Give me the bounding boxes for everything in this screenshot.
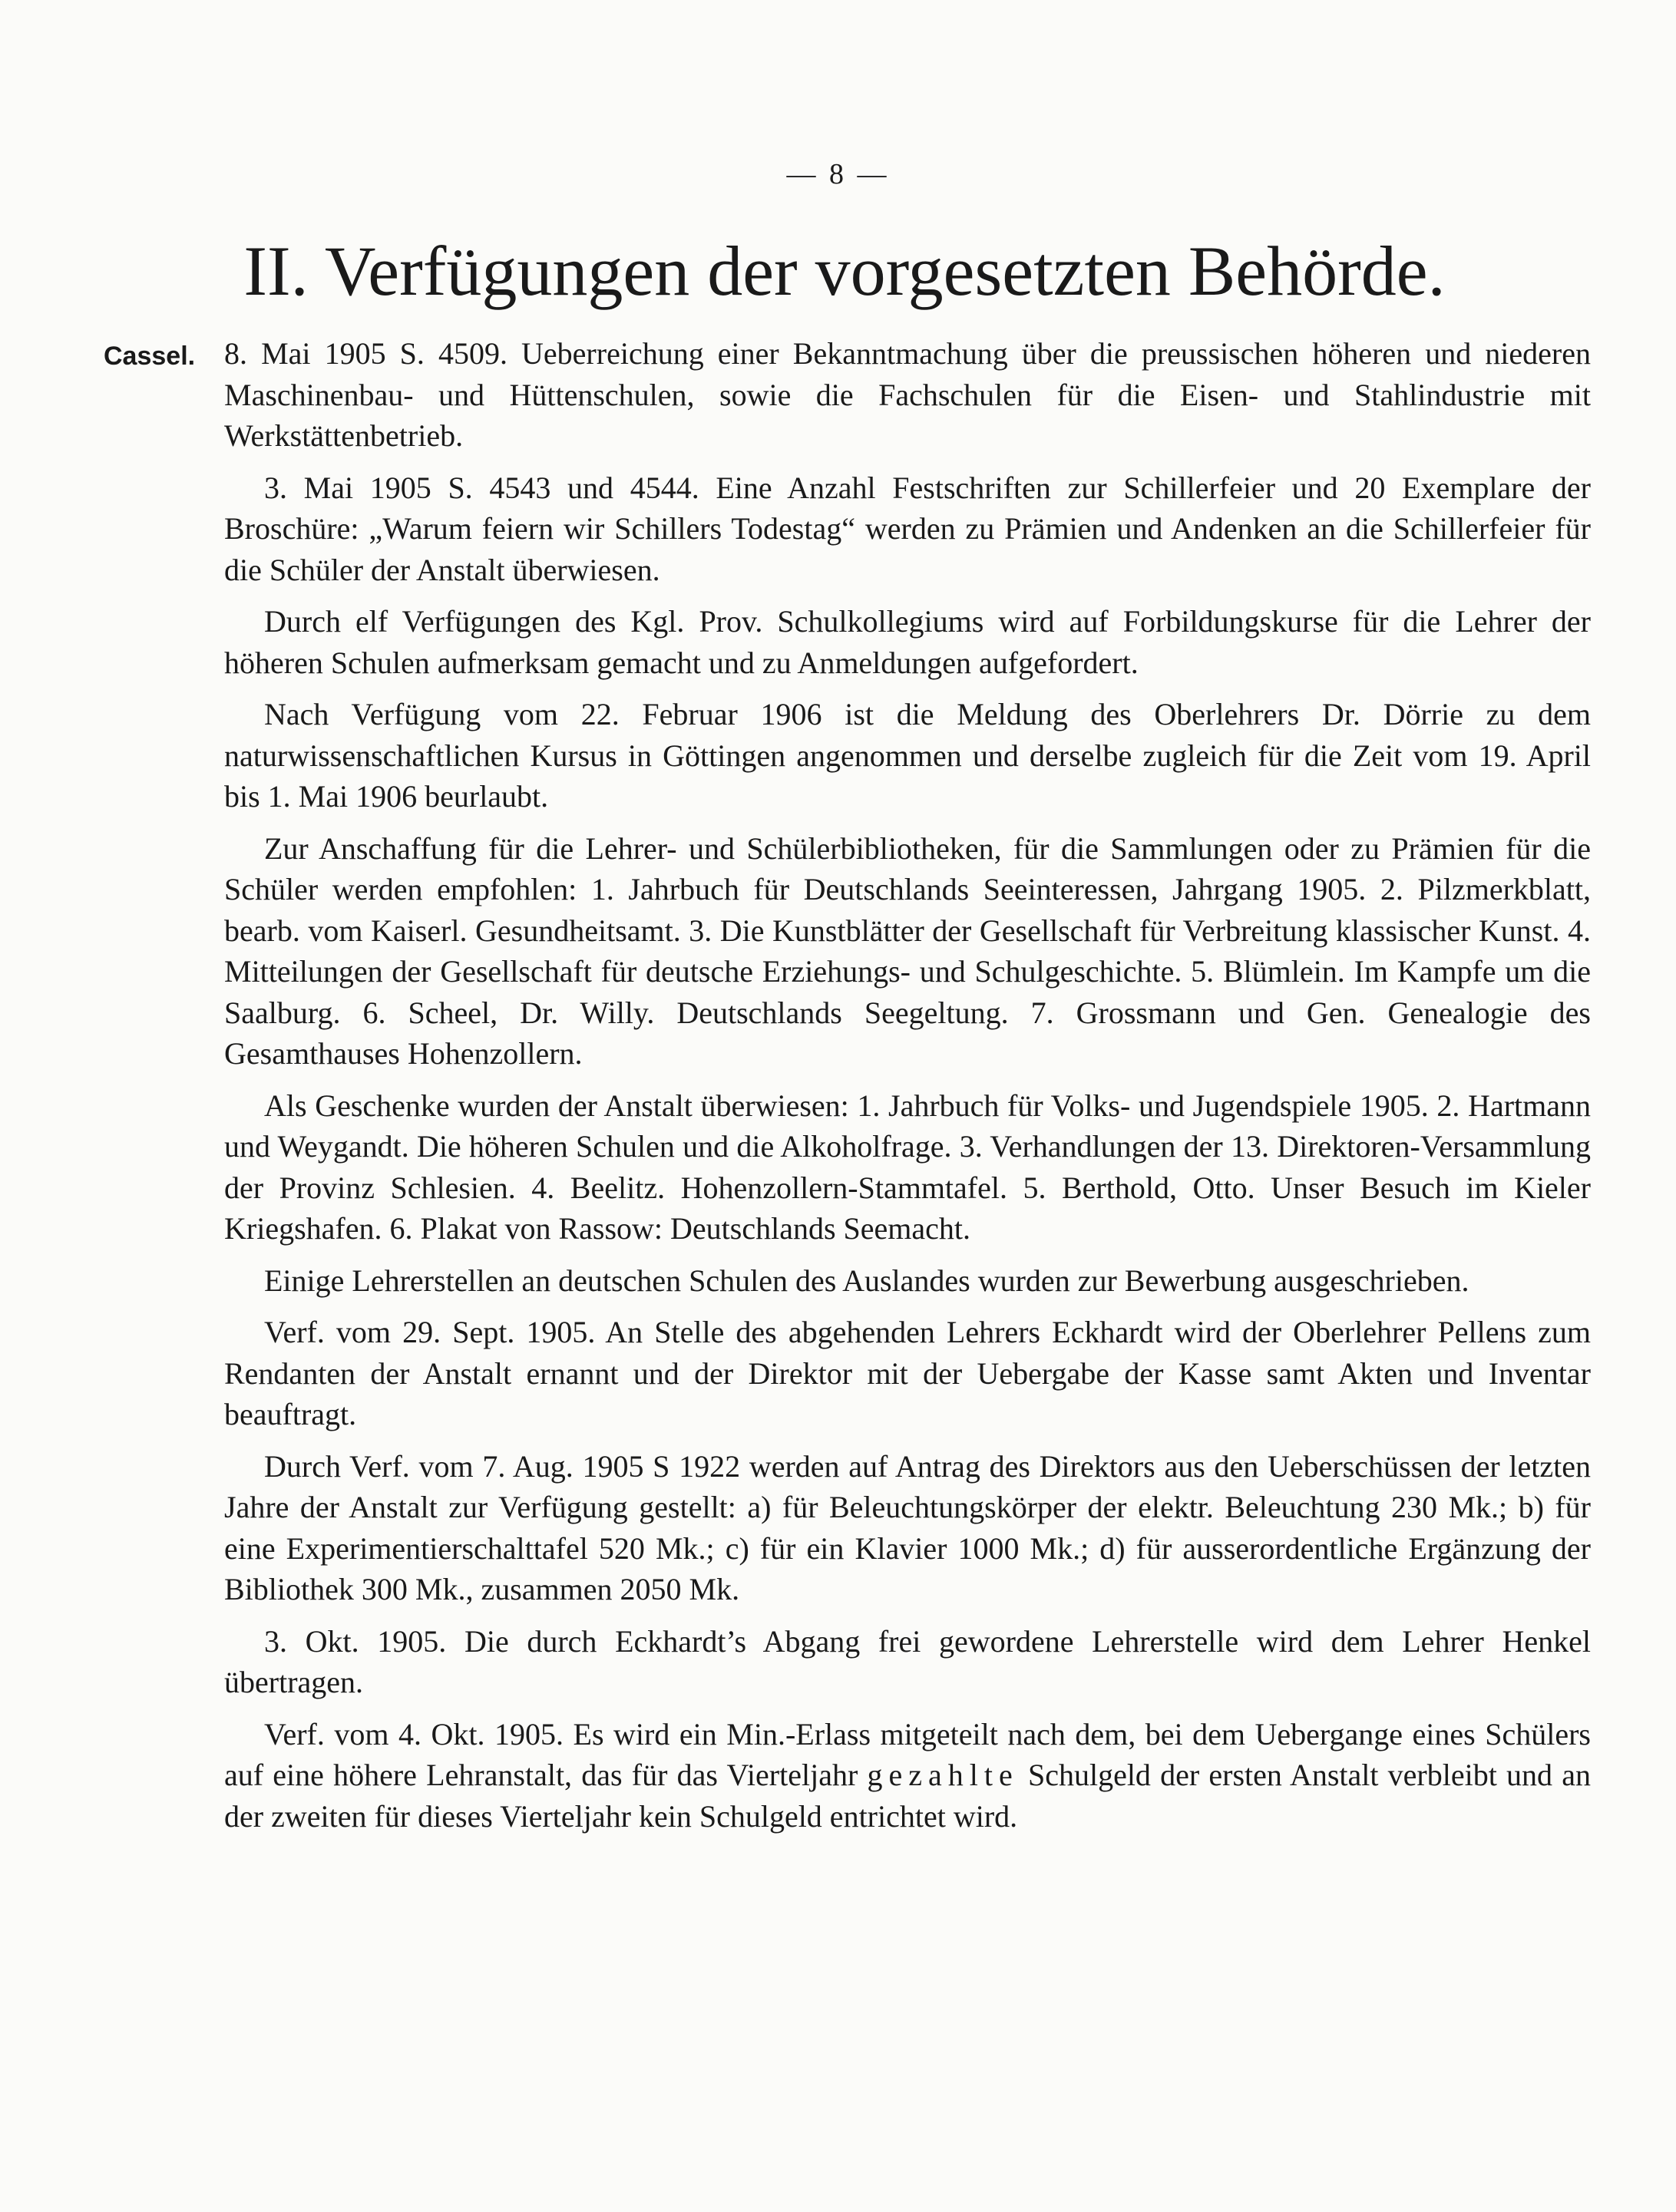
document-body — [224, 333, 1591, 1847]
paragraph: Verf. vom 29. Sept. 1905. An Stelle des abgehenden Lehrers Eckhardt wird der Oberlehrer Pellens zum Rendanten der Anstalt ernannt und der Direktor mit der Uebergabe der Kasse samt Akten und Inventar beauftragt. — [224, 1315, 1591, 1431]
margin-place-label: Cassel. — [104, 342, 196, 371]
paragraph: Als Geschenke wurden der Anstalt überwiesen: 1. Jahrbuch für Volks- und Jugendspiele 1905. 2. Hartmann und Weygandt. Die höheren Schulen und die Alkoholfrage. 3. Verhandlungen der 13. Direktoren-Versammlung der Provinz Schlesien. 4. Beelitz. Hohenzollern-Stammtafel. 5. Berthold, Otto. Unser Besuch im Kieler Kriegshafen. 6. Plakat von Rassow: Deutschlands Seemacht. — [224, 1088, 1591, 1246]
last-paragraph-after: Schulgeld der ersten Anstalt verbleibt und an der zweiten für dieses Vierteljahr kein Schulgeld entrichtet wird. — [224, 1758, 1592, 1834]
last-paragraph — [224, 1714, 1591, 1837]
paragraph: 8. Mai 1905 S. 4509. Ueberreichung einer Bekanntmachung über die preussischen höheren und niederen Maschinenbau- und Hüttenschulen, sowie die Fachschulen für die Eisen- und Stahlindustrie mit Werkstättenbetrieb. — [224, 336, 1591, 453]
paragraph: Einige Lehrerstellen an deutschen Schulen des Auslandes wurden zur Bewerbung ausgeschrieben. — [264, 1263, 1469, 1298]
paragraph: Nach Verfügung vom 22. Februar 1906 ist die Meldung des Oberlehrers Dr. Dörrie zu dem naturwissenschaftlichen Kursus in Göttingen angenommen und derselbe zugleich für die Zeit vom 19. April bis 1. Mai 1906 beurlaubt. — [224, 697, 1591, 814]
paragraph: Zur Anschaffung für die Lehrer- und Schülerbibliotheken, für die Sammlungen oder zu Prämien für die Schüler werden empfohlen: 1. Jahrbuch für Deutschlands Seeinteressen, Jahrgang 1905. 2. Pilzmerkblatt, bearb. vom Kaiserl. Gesundheitsamt. 3. Die Kunstblätter der Gesellschaft für Verbreitung klassischer Kunst. 4. Mitteilungen der Gesellschaft für deutsche Erziehungs- und Schulgeschichte. 5. Blümlein. Im Kampfe um die Saalburg. 6. Scheel, Dr. Willy. Deutschlands Seegeltung. 7. Grossmann und Gen. Genealogie des Gesamthauses Hohenzollern. — [224, 830, 1591, 1071]
last-paragraph-before: Verf. vom 4. Okt. 1905. Es wird ein Min.-Erlass mitgeteilt nach dem, bei dem Uebergange eines Schülers auf eine höhere Lehranstalt, das für das Vierteljahr — [224, 1716, 1591, 1792]
paragraph: 3. Mai 1905 S. 4543 und 4544. Eine Anzahl Festschriften zur Schillerfeier und 20 Exemplare der Broschüre: „Warum feiern wir Schillers Todestag“ werden zu Prämien und Andenken an die Schillerfeier für die Schüler der Anstalt überwiesen. — [224, 470, 1591, 587]
paragraph: 3. Okt. 1905. Die durch Eckhardt’s Abgang frei gewordene Lehrerstelle wird dem Lehrer Henkel übertragen. — [224, 1623, 1591, 1699]
section-heading: II. Verfügungen der vorgesetzten Behörde. — [243, 232, 1446, 310]
page-number: — 8 — — [786, 158, 890, 190]
paragraph: Durch Verf. vom 7. Aug. 1905 S 1922 werden auf Antrag des Direktors aus den Ueberschüssen der letzten Jahre der Anstalt zur Verfügung gestellt: a) für Beleuchtungskörper der elektr. Beleuchtung 230 Mk.; b) für eine Experimentierschalttafel 520 Mk.; c) für ein Klavier 1000 Mk.; d) für ausserordentliche Ergänzung der Bibliothek 300 Mk., zusammen 2050 Mk. — [224, 1448, 1591, 1606]
emphasized-word: gezahlte — [867, 1758, 1019, 1792]
paragraph: Durch elf Verfügungen des Kgl. Prov. Schulkollegiums wird auf Forbildungskurse für die Lehrer der höheren Schulen aufmerksam gemacht und zu Anmeldungen aufgefordert. — [224, 604, 1591, 680]
